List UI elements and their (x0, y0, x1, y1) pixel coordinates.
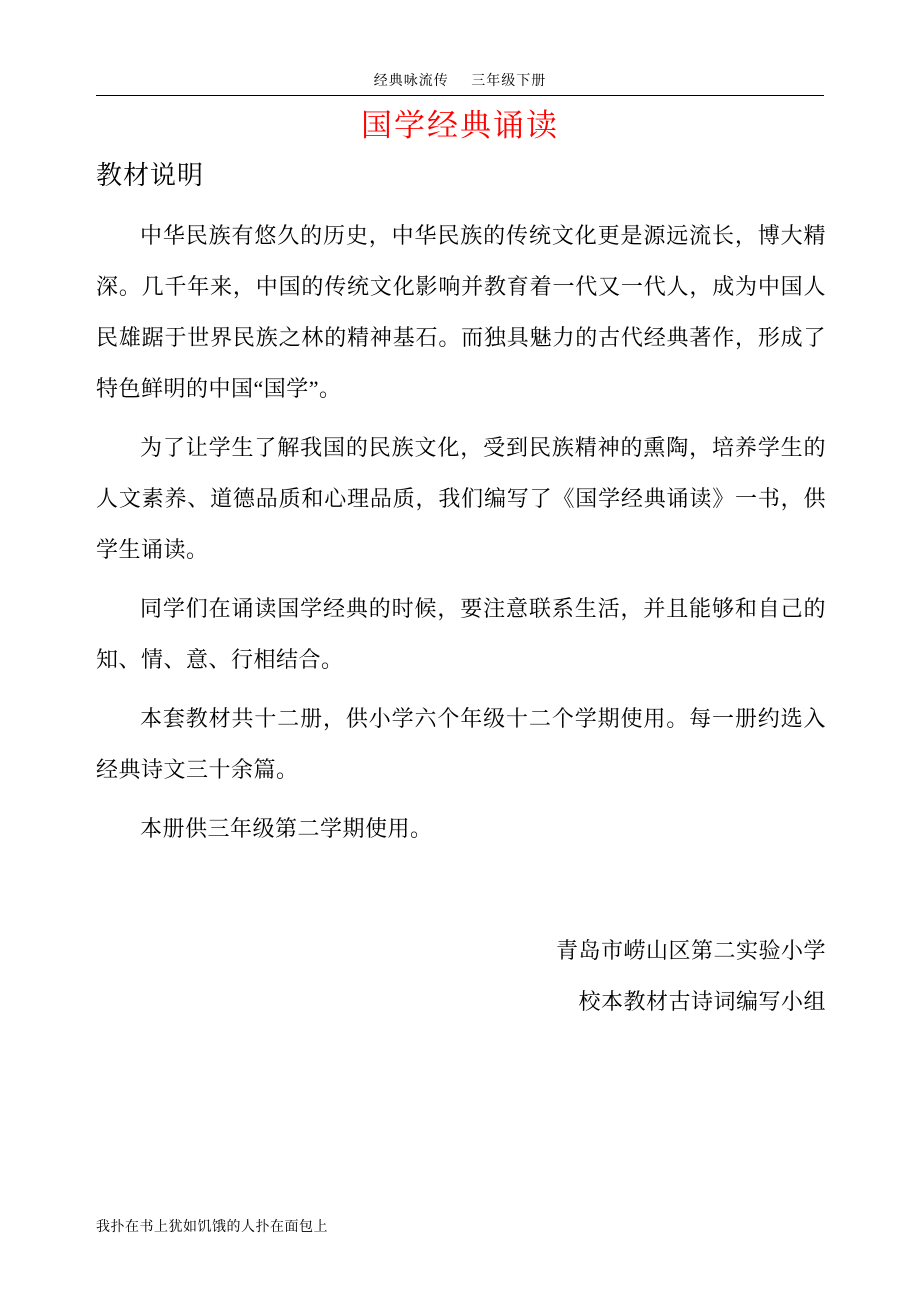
signature-organization: 青岛市崂山区第二实验小学 (555, 938, 826, 963)
paragraph: 本套教材共十二册，供小学六个年级十二个学期使用。每一册约选入经典诗文三十余篇。 (96, 706, 826, 782)
header-divider (96, 95, 824, 96)
page-title: 国学经典诵读 (361, 108, 559, 143)
paragraph: 中华民族有悠久的历史，中华民族的传统文化更是源远流长，博大精深。几千年来，中国的传统文化影响并教育着一代又一代人，成为中国人民雄踞于世界民族之林的精神基石。而独具魅力的古代经典著作，形成了特色鲜明的中国“国学”。 (96, 223, 826, 401)
signature-group: 校本教材古诗词编写小组 (578, 989, 826, 1014)
section-heading: 教材说明 (96, 161, 205, 190)
paragraph: 本册供三年级第二学期使用。 (140, 816, 433, 841)
signature-block (96, 925, 834, 1027)
paragraph: 为了让学生了解我国的民族文化，受到民族精神的熏陶，培养学生的人文素养、道德品质和心理品质，我们编写了《国学经典诵读》一书，供学生诵读。 (96, 435, 826, 562)
body-content (96, 210, 826, 862)
page-header (96, 74, 824, 96)
paragraph: 同学们在诵读国学经典的时候，要注意联系生活，并且能够和自己的知、情、意、行相结合。 (96, 596, 826, 672)
page-footer: 我扑在书上犹如饥饿的人扑在面包上 (96, 1220, 328, 1235)
running-head: 经典咏流传 三年级下册 (373, 74, 547, 89)
